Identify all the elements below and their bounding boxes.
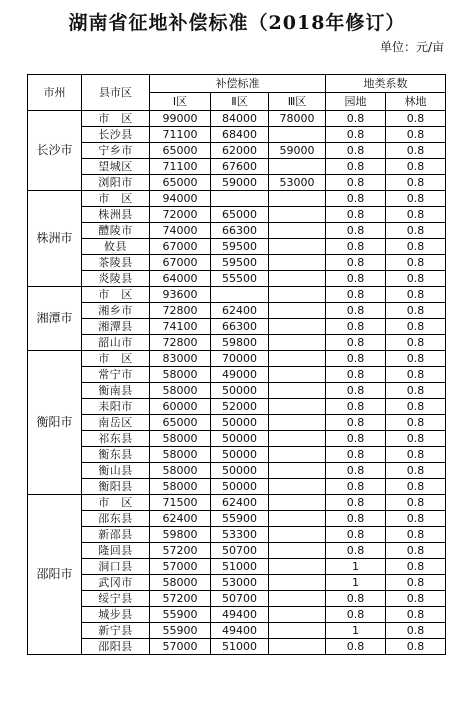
zone3-cell <box>269 335 326 351</box>
zone1-cell: 71100 <box>150 159 211 175</box>
county-cell: 绥宁县 <box>82 591 150 607</box>
table-row <box>28 367 446 383</box>
zone1-cell: 67000 <box>150 239 211 255</box>
table-row <box>28 639 446 655</box>
table-row <box>28 623 446 639</box>
table-row <box>28 223 446 239</box>
forest-coef-cell: 0.8 <box>386 223 446 239</box>
zone1-cell: 58000 <box>150 383 211 399</box>
zone2-cell: 55900 <box>211 511 269 527</box>
forest-coef-cell: 0.8 <box>386 559 446 575</box>
table-row <box>28 383 446 399</box>
zone2-cell: 65000 <box>211 207 269 223</box>
zone1-cell: 74000 <box>150 223 211 239</box>
zone1-cell: 60000 <box>150 399 211 415</box>
forest-coef-cell: 0.8 <box>386 175 446 191</box>
zone1-cell: 71100 <box>150 127 211 143</box>
garden-coef-cell: 0.8 <box>326 239 386 255</box>
garden-coef-cell: 0.8 <box>326 399 386 415</box>
header-coefficient: 地类系数 <box>326 75 446 93</box>
zone2-cell: 62400 <box>211 303 269 319</box>
table-row <box>28 239 446 255</box>
garden-coef-cell: 0.8 <box>326 351 386 367</box>
zone3-cell <box>269 463 326 479</box>
county-cell: 湘潭县 <box>82 319 150 335</box>
zone2-cell: 50000 <box>211 479 269 495</box>
city-cell: 邵阳市 <box>28 495 82 655</box>
zone3-cell <box>269 127 326 143</box>
county-cell: 武冈市 <box>82 575 150 591</box>
zone3-cell <box>269 575 326 591</box>
garden-coef-cell: 0.8 <box>326 607 386 623</box>
zone3-cell <box>269 367 326 383</box>
garden-coef-cell: 0.8 <box>326 383 386 399</box>
table-row <box>28 591 446 607</box>
forest-coef-cell: 0.8 <box>386 319 446 335</box>
zone3-cell <box>269 159 326 175</box>
county-cell: 醴陵市 <box>82 223 150 239</box>
zone1-cell: 58000 <box>150 463 211 479</box>
garden-coef-cell: 0.8 <box>326 591 386 607</box>
zone3-cell <box>269 207 326 223</box>
garden-coef-cell: 0.8 <box>326 303 386 319</box>
garden-coef-cell: 0.8 <box>326 143 386 159</box>
county-cell: 耒阳市 <box>82 399 150 415</box>
zone3-cell <box>269 527 326 543</box>
garden-coef-cell: 0.8 <box>326 367 386 383</box>
forest-coef-cell: 0.8 <box>386 511 446 527</box>
forest-coef-cell: 0.8 <box>386 543 446 559</box>
zone2-cell <box>211 191 269 207</box>
garden-coef-cell: 0.8 <box>326 175 386 191</box>
zone3-cell <box>269 271 326 287</box>
table-row <box>28 111 446 127</box>
zone3-cell <box>269 191 326 207</box>
zone1-cell: 58000 <box>150 367 211 383</box>
forest-coef-cell: 0.8 <box>386 575 446 591</box>
zone3-cell <box>269 543 326 559</box>
county-cell: 新宁县 <box>82 623 150 639</box>
forest-coef-cell: 0.8 <box>386 271 446 287</box>
garden-coef-cell: 0.8 <box>326 543 386 559</box>
zone3-cell <box>269 223 326 239</box>
table-row <box>28 479 446 495</box>
zone3-cell: 59000 <box>269 143 326 159</box>
county-cell: 洞口县 <box>82 559 150 575</box>
zone2-cell: 59500 <box>211 255 269 271</box>
forest-coef-cell: 0.8 <box>386 463 446 479</box>
county-cell: 邵阳县 <box>82 639 150 655</box>
forest-coef-cell: 0.8 <box>386 207 446 223</box>
garden-coef-cell: 0.8 <box>326 223 386 239</box>
zone3-cell <box>269 287 326 303</box>
table-body <box>28 111 446 655</box>
table-row <box>28 287 446 303</box>
zone2-cell: 50000 <box>211 463 269 479</box>
zone3-cell <box>269 623 326 639</box>
zone2-cell: 49400 <box>211 623 269 639</box>
zone1-cell: 55900 <box>150 623 211 639</box>
garden-coef-cell: 0.8 <box>326 495 386 511</box>
zone1-cell: 94000 <box>150 191 211 207</box>
zone1-cell: 65000 <box>150 415 211 431</box>
county-cell: 市 区 <box>82 191 150 207</box>
forest-coef-cell: 0.8 <box>386 479 446 495</box>
zone1-cell: 72800 <box>150 303 211 319</box>
zone2-cell: 53300 <box>211 527 269 543</box>
county-cell: 隆回县 <box>82 543 150 559</box>
county-cell: 祁东县 <box>82 431 150 447</box>
zone2-cell: 50000 <box>211 447 269 463</box>
county-cell: 衡南县 <box>82 383 150 399</box>
zone2-cell: 62400 <box>211 495 269 511</box>
zone2-cell: 55500 <box>211 271 269 287</box>
county-cell: 南岳区 <box>82 415 150 431</box>
table-row <box>28 559 446 575</box>
county-cell: 衡东县 <box>82 447 150 463</box>
forest-coef-cell: 0.8 <box>386 591 446 607</box>
forest-coef-cell: 0.8 <box>386 335 446 351</box>
zone3-cell <box>269 239 326 255</box>
table-row <box>28 191 446 207</box>
forest-coef-cell: 0.8 <box>386 431 446 447</box>
unit-label: 单位：元/亩 <box>379 40 444 54</box>
garden-coef-cell: 1 <box>326 623 386 639</box>
zone1-cell: 62400 <box>150 511 211 527</box>
zone2-cell: 52000 <box>211 399 269 415</box>
zone2-cell: 67600 <box>211 159 269 175</box>
garden-coef-cell: 0.8 <box>326 639 386 655</box>
county-cell: 攸县 <box>82 239 150 255</box>
zone1-cell: 72000 <box>150 207 211 223</box>
zone2-cell: 62000 <box>211 143 269 159</box>
header-zone3: Ⅲ区 <box>269 93 326 111</box>
county-cell: 邵东县 <box>82 511 150 527</box>
zone1-cell: 83000 <box>150 351 211 367</box>
county-cell: 市 区 <box>82 287 150 303</box>
county-cell: 衡阳县 <box>82 479 150 495</box>
zone3-cell <box>269 479 326 495</box>
garden-coef-cell: 0.8 <box>326 527 386 543</box>
zone2-cell: 66300 <box>211 223 269 239</box>
zone1-cell: 64000 <box>150 271 211 287</box>
city-cell: 株洲市 <box>28 191 82 287</box>
zone1-cell: 67000 <box>150 255 211 271</box>
forest-coef-cell: 0.8 <box>386 111 446 127</box>
header-compensation: 补偿标准 <box>150 75 326 93</box>
zone2-cell: 49400 <box>211 607 269 623</box>
garden-coef-cell: 0.8 <box>326 271 386 287</box>
zone1-cell: 65000 <box>150 175 211 191</box>
table-row <box>28 255 446 271</box>
table-row <box>28 575 446 591</box>
garden-coef-cell: 0.8 <box>326 255 386 271</box>
table-row <box>28 127 446 143</box>
table-row <box>28 543 446 559</box>
zone1-cell: 71500 <box>150 495 211 511</box>
forest-coef-cell: 0.8 <box>386 159 446 175</box>
forest-coef-cell: 0.8 <box>386 527 446 543</box>
zone1-cell: 57200 <box>150 591 211 607</box>
county-cell: 浏阳市 <box>82 175 150 191</box>
forest-coef-cell: 0.8 <box>386 623 446 639</box>
zone3-cell <box>269 511 326 527</box>
forest-coef-cell: 0.8 <box>386 127 446 143</box>
forest-coef-cell: 0.8 <box>386 495 446 511</box>
garden-coef-cell: 0.8 <box>326 479 386 495</box>
forest-coef-cell: 0.8 <box>386 639 446 655</box>
header-city: 市州 <box>28 75 82 111</box>
compensation-table <box>27 74 446 655</box>
county-cell: 衡山县 <box>82 463 150 479</box>
county-cell: 长沙县 <box>82 127 150 143</box>
garden-coef-cell: 0.8 <box>326 287 386 303</box>
zone3-cell <box>269 319 326 335</box>
zone1-cell: 59800 <box>150 527 211 543</box>
forest-coef-cell: 0.8 <box>386 303 446 319</box>
county-cell: 市 区 <box>82 495 150 511</box>
zone3-cell <box>269 383 326 399</box>
table-row <box>28 399 446 415</box>
county-cell: 株洲县 <box>82 207 150 223</box>
zone1-cell: 58000 <box>150 447 211 463</box>
garden-coef-cell: 0.8 <box>326 463 386 479</box>
zone1-cell: 57200 <box>150 543 211 559</box>
garden-coef-cell: 1 <box>326 575 386 591</box>
zone3-cell: 53000 <box>269 175 326 191</box>
garden-coef-cell: 1 <box>326 559 386 575</box>
zone3-cell <box>269 351 326 367</box>
county-cell: 市 区 <box>82 111 150 127</box>
zone3-cell <box>269 559 326 575</box>
table-row <box>28 159 446 175</box>
forest-coef-cell: 0.8 <box>386 191 446 207</box>
table-row <box>28 607 446 623</box>
forest-coef-cell: 0.8 <box>386 239 446 255</box>
garden-coef-cell: 0.8 <box>326 159 386 175</box>
forest-coef-cell: 0.8 <box>386 143 446 159</box>
zone3-cell <box>269 495 326 511</box>
garden-coef-cell: 0.8 <box>326 335 386 351</box>
zone2-cell: 53000 <box>211 575 269 591</box>
zone1-cell: 74100 <box>150 319 211 335</box>
zone3-cell <box>269 255 326 271</box>
county-cell: 茶陵县 <box>82 255 150 271</box>
county-cell: 城步县 <box>82 607 150 623</box>
forest-coef-cell: 0.8 <box>386 383 446 399</box>
zone2-cell: 50700 <box>211 591 269 607</box>
table-row <box>28 447 446 463</box>
forest-coef-cell: 0.8 <box>386 399 446 415</box>
county-cell: 宁乡市 <box>82 143 150 159</box>
county-cell: 湘乡市 <box>82 303 150 319</box>
zone3-cell <box>269 431 326 447</box>
forest-coef-cell: 0.8 <box>386 287 446 303</box>
zone2-cell: 66300 <box>211 319 269 335</box>
zone1-cell: 99000 <box>150 111 211 127</box>
garden-coef-cell: 0.8 <box>326 415 386 431</box>
garden-coef-cell: 0.8 <box>326 207 386 223</box>
forest-coef-cell: 0.8 <box>386 607 446 623</box>
zone2-cell: 59500 <box>211 239 269 255</box>
table-row <box>28 335 446 351</box>
garden-coef-cell: 0.8 <box>326 111 386 127</box>
zone1-cell: 58000 <box>150 431 211 447</box>
zone1-cell: 55900 <box>150 607 211 623</box>
zone2-cell: 50000 <box>211 431 269 447</box>
zone2-cell: 49000 <box>211 367 269 383</box>
zone2-cell: 50000 <box>211 415 269 431</box>
garden-coef-cell: 0.8 <box>326 447 386 463</box>
zone2-cell: 68400 <box>211 127 269 143</box>
table-row <box>28 303 446 319</box>
forest-coef-cell: 0.8 <box>386 367 446 383</box>
table-row <box>28 351 446 367</box>
garden-coef-cell: 0.8 <box>326 319 386 335</box>
zone3-cell <box>269 639 326 655</box>
zone2-cell: 70000 <box>211 351 269 367</box>
forest-coef-cell: 0.8 <box>386 415 446 431</box>
zone2-cell: 51000 <box>211 639 269 655</box>
zone1-cell: 93600 <box>150 287 211 303</box>
zone2-cell <box>211 287 269 303</box>
zone3-cell <box>269 303 326 319</box>
garden-coef-cell: 0.8 <box>326 431 386 447</box>
zone2-cell: 50000 <box>211 383 269 399</box>
county-cell: 常宁市 <box>82 367 150 383</box>
table-row <box>28 143 446 159</box>
table-row <box>28 207 446 223</box>
forest-coef-cell: 0.8 <box>386 255 446 271</box>
table-row <box>28 431 446 447</box>
city-cell: 湘潭市 <box>28 287 82 351</box>
city-cell: 长沙市 <box>28 111 82 191</box>
zone2-cell: 51000 <box>211 559 269 575</box>
zone2-cell: 84000 <box>211 111 269 127</box>
header-county: 县市区 <box>82 75 150 111</box>
zone3-cell: 78000 <box>269 111 326 127</box>
forest-coef-cell: 0.8 <box>386 351 446 367</box>
zone2-cell: 59000 <box>211 175 269 191</box>
zone3-cell <box>269 447 326 463</box>
county-cell: 望城区 <box>82 159 150 175</box>
table-row <box>28 463 446 479</box>
county-cell: 新邵县 <box>82 527 150 543</box>
zone3-cell <box>269 399 326 415</box>
zone1-cell: 57000 <box>150 559 211 575</box>
zone1-cell: 72800 <box>150 335 211 351</box>
garden-coef-cell: 0.8 <box>326 127 386 143</box>
zone2-cell: 59800 <box>211 335 269 351</box>
zone2-cell: 50700 <box>211 543 269 559</box>
table-row <box>28 527 446 543</box>
county-cell: 炎陵县 <box>82 271 150 287</box>
header-garden: 园地 <box>326 93 386 111</box>
zone1-cell: 58000 <box>150 479 211 495</box>
table-row <box>28 175 446 191</box>
table-header <box>28 75 446 111</box>
county-cell: 韶山市 <box>82 335 150 351</box>
city-cell: 衡阳市 <box>28 351 82 495</box>
header-zone2: Ⅱ区 <box>211 93 269 111</box>
garden-coef-cell: 0.8 <box>326 511 386 527</box>
header-zone1: Ⅰ区 <box>150 93 211 111</box>
zone1-cell: 65000 <box>150 143 211 159</box>
table-row <box>28 415 446 431</box>
county-cell: 市 区 <box>82 351 150 367</box>
zone3-cell <box>269 591 326 607</box>
document-title: 湖南省征地补偿标准（2018年修订） <box>68 12 406 34</box>
header-forest: 林地 <box>386 93 446 111</box>
forest-coef-cell: 0.8 <box>386 447 446 463</box>
garden-coef-cell: 0.8 <box>326 191 386 207</box>
table-row <box>28 271 446 287</box>
table-row <box>28 319 446 335</box>
zone1-cell: 58000 <box>150 575 211 591</box>
zone3-cell <box>269 415 326 431</box>
table-row <box>28 511 446 527</box>
table-row <box>28 495 446 511</box>
zone1-cell: 57000 <box>150 639 211 655</box>
zone3-cell <box>269 607 326 623</box>
